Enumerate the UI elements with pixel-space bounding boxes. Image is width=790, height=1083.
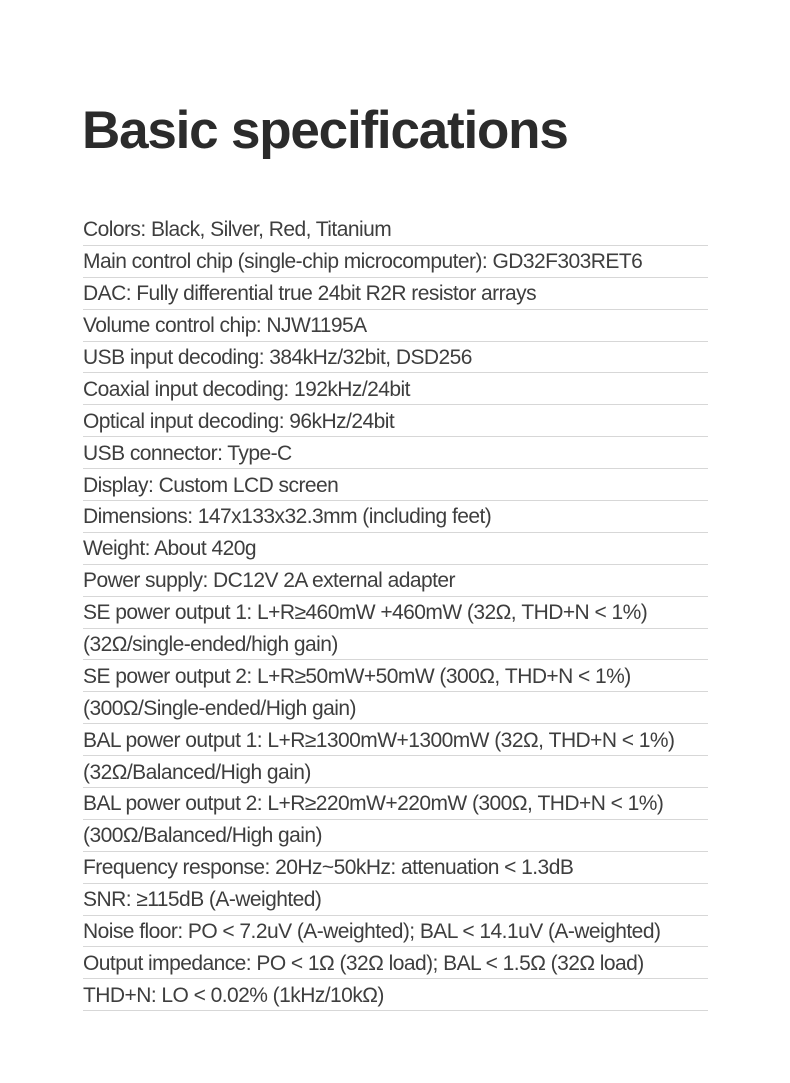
spec-row [83, 692, 708, 724]
spec-text: (32Ω/Balanced/High gain) [83, 760, 311, 784]
spec-text: Weight: About 420g [83, 537, 257, 561]
spec-text: DAC: Fully differential true 24bit R2R resistor arrays [83, 282, 537, 306]
spec-row [83, 852, 708, 884]
spec-text: Display: Custom LCD screen [83, 473, 339, 497]
spec-row [83, 501, 708, 533]
spec-row [83, 437, 708, 469]
spec-text: SNR: ≥115dB (A-weighted) [83, 888, 322, 912]
spec-row [83, 278, 708, 310]
spec-row [83, 214, 708, 246]
spec-text: Optical input decoding: 96kHz/24bit [83, 409, 395, 433]
spec-row [83, 788, 708, 820]
spec-row [83, 820, 708, 852]
spec-row [83, 629, 708, 661]
spec-text: Noise floor: PO < 7.2uV (A-weighted); BAL < 14.1uV (A-weighted) [83, 920, 661, 944]
spec-row [83, 310, 708, 342]
spec-text: Dimensions: 147x133x32.3mm (including feet) [83, 505, 492, 529]
spec-text: (300Ω/Single-ended/High gain) [83, 696, 356, 720]
spec-text: BAL power output 2: L+R≥220mW+220mW (300Ω, THD+N < 1%) [83, 792, 664, 816]
spec-row [83, 947, 708, 979]
spec-row [83, 469, 708, 501]
spec-text: THD+N: LO < 0.02% (1kHz/10kΩ) [83, 983, 384, 1007]
spec-row [83, 756, 708, 788]
spec-text: SE power output 2: L+R≥50mW+50mW (300Ω, THD+N < 1%) [83, 664, 631, 688]
spec-text: Main control chip (single-chip microcomputer): GD32F303RET6 [83, 250, 643, 274]
spec-text: Coaxial input decoding: 192kHz/24bit [83, 377, 410, 401]
spec-row [83, 660, 708, 692]
spec-row [83, 979, 708, 1011]
spec-row [83, 724, 708, 756]
spec-text: USB connector: Type-C [83, 441, 292, 465]
spec-text: Colors: Black, Silver, Red, Titanium [83, 218, 392, 242]
spec-text: BAL power output 1: L+R≥1300mW+1300mW (32Ω, THD+N < 1%) [83, 728, 675, 752]
page-title: Basic specifications [82, 101, 568, 160]
spec-row [83, 597, 708, 629]
spec-list [83, 214, 708, 1011]
spec-text: Output impedance: PO < 1Ω (32Ω load); BAL < 1.5Ω (32Ω load) [83, 951, 644, 975]
spec-row [83, 246, 708, 278]
spec-row [83, 916, 708, 948]
spec-row [83, 565, 708, 597]
spec-row [83, 884, 708, 916]
spec-text: Volume control chip: NJW1195A [83, 314, 367, 338]
spec-row [83, 533, 708, 565]
spec-text: (300Ω/Balanced/High gain) [83, 824, 322, 848]
spec-text: (32Ω/single-ended/high gain) [83, 633, 338, 657]
spec-text: Power supply: DC12V 2A external adapter [83, 569, 455, 593]
spec-text: Frequency response: 20Hz~50kHz: attenuation < 1.3dB [83, 856, 574, 880]
spec-text: USB input decoding: 384kHz/32bit, DSD256 [83, 346, 472, 369]
spec-row [83, 342, 708, 374]
spec-text: SE power output 1: L+R≥460mW +460mW (32Ω, THD+N < 1%) [83, 601, 648, 625]
spec-row [83, 373, 708, 405]
spec-row [83, 405, 708, 437]
